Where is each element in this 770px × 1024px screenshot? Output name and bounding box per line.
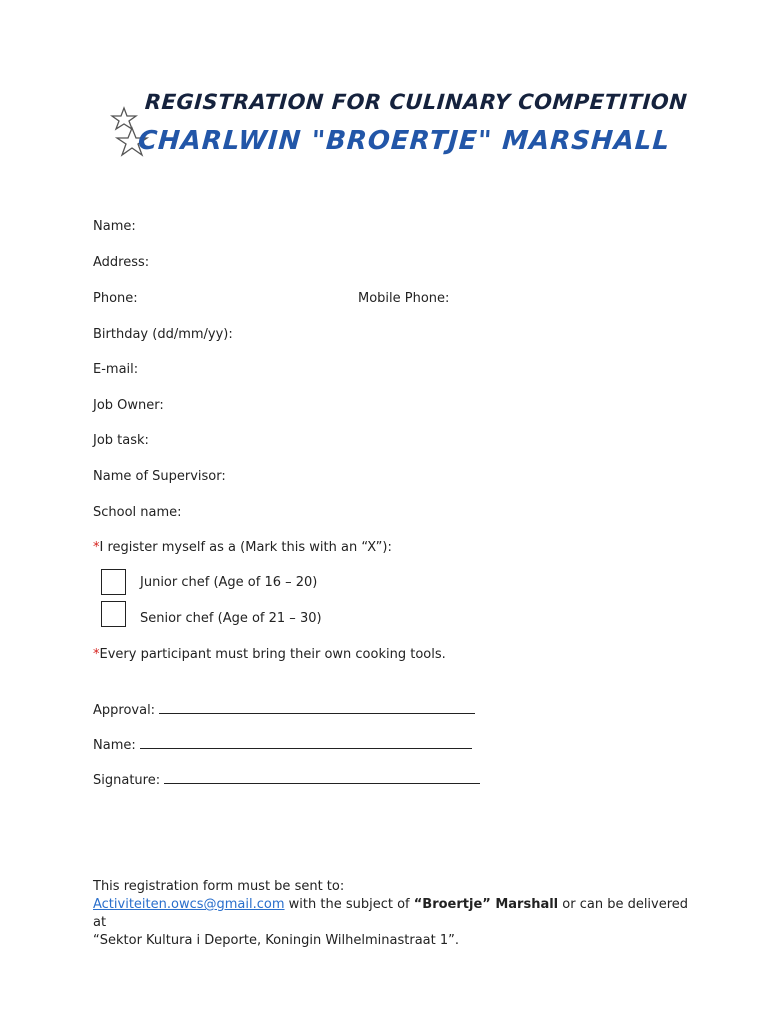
approval-line (93, 701, 475, 718)
header-title-line2: CHARLWIN "BROERTJE" MARSHALL (136, 126, 672, 156)
footer-intro: This registration form must be sent to: (93, 879, 345, 894)
required-mark: * (93, 647, 100, 662)
tools-note-text: Every participant must bring their own cooking tools. (99, 647, 446, 662)
email-field-label: E-mail: (93, 362, 139, 377)
mobile-phone-field-label: Mobile Phone: (358, 291, 450, 306)
register-prompt (93, 540, 392, 555)
junior-chef-checkbox[interactable] (101, 569, 126, 595)
signature-input-line[interactable] (164, 771, 480, 784)
approval-input-line[interactable] (159, 701, 475, 714)
signature-label: Signature: (93, 773, 161, 788)
required-mark: * (93, 540, 100, 555)
school-field-label: School name: (93, 505, 182, 520)
senior-chef-checkbox[interactable] (101, 601, 126, 627)
junior-chef-label: Junior chef (Age of 16 – 20) (140, 575, 318, 590)
header-title-line1: REGISTRATION FOR CULINARY COMPETITION (144, 90, 689, 114)
approval-name-input-line[interactable] (140, 736, 472, 749)
footer-line2 (93, 896, 693, 932)
footer-middle: with the subject of (284, 897, 414, 912)
job-owner-field-label: Job Owner: (93, 398, 164, 413)
name-field-label: Name: (93, 219, 136, 234)
approval-name-label: Name: (93, 738, 136, 753)
tools-note (93, 647, 446, 662)
birthday-field-label: Birthday (dd/mm/yy): (93, 327, 233, 342)
senior-chef-label: Senior chef (Age of 21 – 30) (140, 611, 322, 626)
footer-instructions (93, 878, 693, 950)
signature-line (93, 771, 480, 788)
supervisor-field-label: Name of Supervisor: (93, 469, 226, 484)
email-link[interactable]: Activiteiten.owcs@gmail.com (93, 897, 285, 912)
phone-field-label: Phone: (93, 291, 138, 306)
approval-label: Approval: (93, 703, 156, 718)
footer-after: or can be delivered at (93, 897, 689, 930)
job-task-field-label: Job task: (93, 433, 149, 448)
register-prompt-text: I register myself as a (Mark this with an “X”): (99, 540, 392, 555)
footer-subject: “Broertje” Marshall (413, 897, 559, 912)
approval-name-line (93, 736, 472, 753)
footer-address: “Sektor Kultura i Deporte, Koningin Wilhelminastraat 1”. (93, 933, 460, 948)
address-field-label: Address: (93, 255, 150, 270)
